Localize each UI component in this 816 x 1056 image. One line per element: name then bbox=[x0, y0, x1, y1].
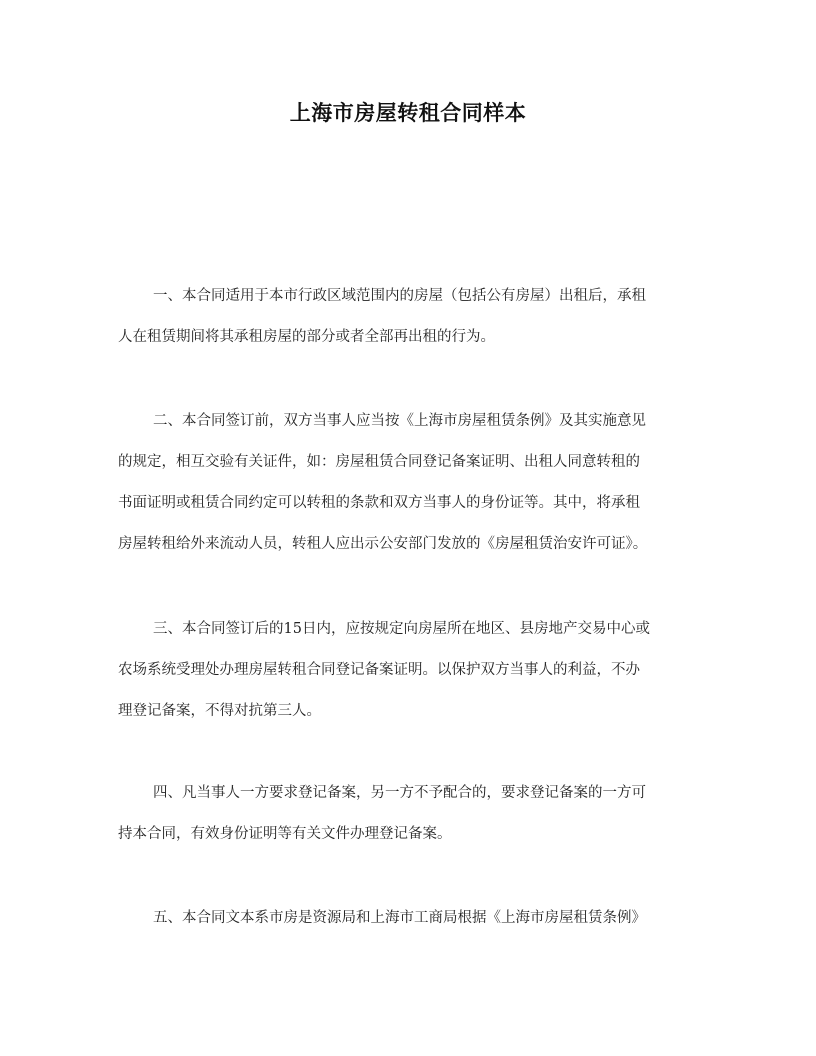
clause-line: 人在租赁期间将其承租房屋的部分或者全部再出租的行为。 bbox=[118, 329, 495, 345]
clause-line: 书面证明或租赁合同约定可以转租的条款和双方当事人的身份证等。其中，将承租 bbox=[118, 495, 640, 511]
document-title: 上海市房屋转租合同样本 bbox=[289, 101, 527, 125]
clause-line: 四、凡当事人一方要求登记备案，另一方不予配合的，要求登记备案的一方可 bbox=[153, 785, 646, 801]
clause-line: 农场系统受理处办理房屋转租合同登记备案证明。以保护双方当事人的利益，不办 bbox=[118, 662, 640, 678]
clause-line: 五、本合同文本系市房是资源局和上海市工商局根据《上海市房屋租赁条例》 bbox=[153, 910, 646, 926]
clause-line: 持本合同，有效身份证明等有关文件办理登记备案。 bbox=[118, 826, 452, 842]
clause-line: 一、本合同适用于本市行政区域范围内的房屋（包括公有房屋）出租后，承租 bbox=[153, 288, 646, 304]
clause-line: 三、本合同签订后的15日内，应按规定向房屋所在地区、县房地产交易中心或 bbox=[153, 621, 650, 637]
clause-line: 的规定，相互交验有关证件，如：房屋租赁合同登记备案证明、出租人同意转租的 bbox=[118, 454, 640, 470]
clause-line: 房屋转租给外来流动人员，转租人应出示公安部门发放的《房屋租赁治安许可证》。 bbox=[118, 536, 648, 552]
clause-line: 二、本合同签订前，双方当事人应当按《上海市房屋租赁条例》及其实施意见 bbox=[153, 413, 646, 429]
clause-line: 理登记备案，不得对抗第三人。 bbox=[118, 703, 321, 719]
